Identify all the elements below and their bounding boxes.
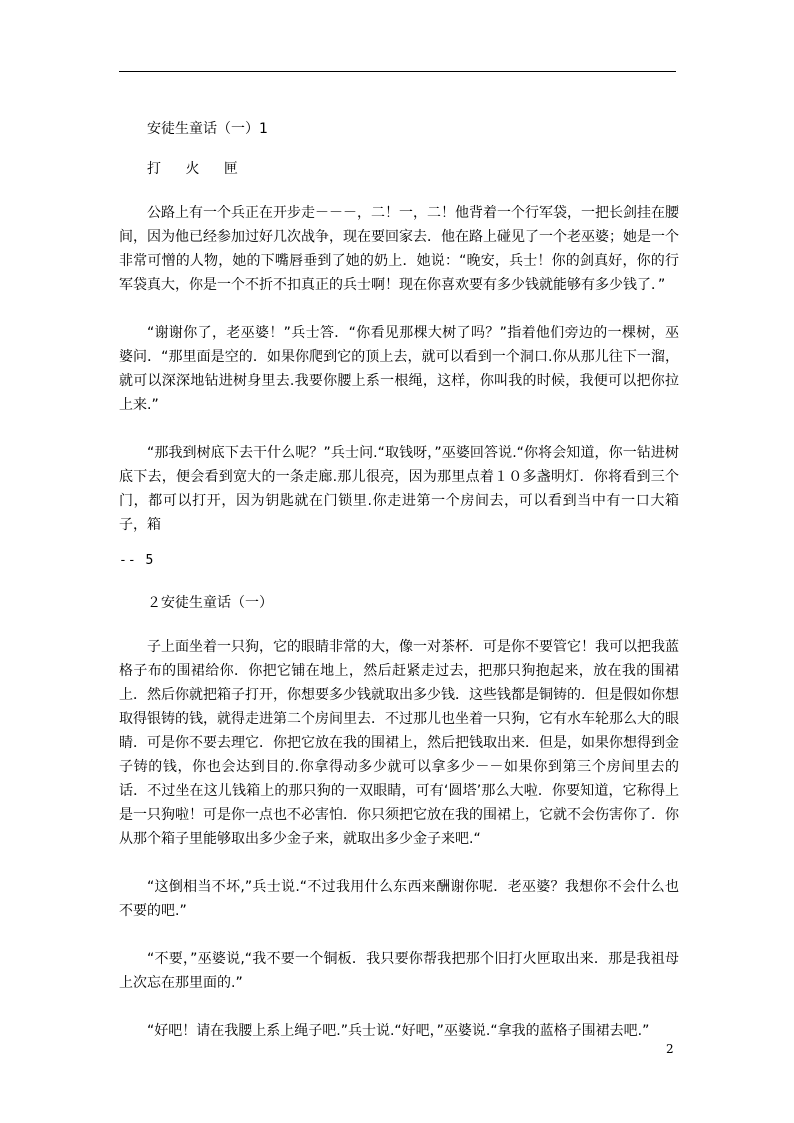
- paragraph: “谢谢你了，老巫婆！”兵士答．“你看见那棵大树了吗？”指着他们旁边的一棵树，巫婆问．“那里面是空的．如果你爬到它的顶上去，就可以看到一个洞口.你从那儿往下一溜，就可以深深地钻进树身里去.我要你腰上系一根绳，这样，你叫我的时候，我便可以把你拉上来.”: [119, 325, 679, 413]
- header-title-2-text: ２安徒生童话（一）: [147, 595, 273, 611]
- story-title: [119, 157, 679, 181]
- story-title-text: 打 火 匣: [147, 161, 248, 177]
- paragraph: “这倒相当不坏,”兵士说.“不过我用什么东西来酬谢你呢．老巫婆？我想你不会什么也不要的吧.”: [119, 879, 679, 919]
- paragraph: 公路上有一个兵正在开步走－－－，二！一，二！他背着一个行军袋，一把长剑挂在腰间，因为他已经参加过好几次战争，现在要回家去．他在路上碰见了一个老巫婆；她是一个非常可憎的人物，她的下嘴唇垂到了她的奶上．她说：“晚安，兵士！你的剑真好，你的行军袋真大，你是一个不折不扣真正的兵士啊！现在你喜欢要有多少钱就能够有多少钱了．”: [119, 205, 679, 293]
- header-title-2: [119, 591, 679, 615]
- paragraph: “不要，”巫婆说,“我不要一个铜板．我只要你帮我把那个旧打火匣取出来．那是我祖母上次忘在那里面的.”: [119, 951, 679, 991]
- page1-body: [119, 201, 679, 537]
- page2-body: [119, 635, 679, 1043]
- paragraph: 子上面坐着一只狗，它的眼睛非常的大，像一对茶杯．可是你不要管它！我可以把我蓝格子布的围裙给你．你把它铺在地上，然后赶紧走过去，把那只狗抱起来，放在我的围裙上．然后你就把箱子打开，你想要多少钱就取出多少钱．这些钱都是铜铸的．但是假如你想取得银铸的钱，就得走进第二个房间里去．不过那儿也坐着一只狗，它有水车轮那么大的眼睛．可是你不要去理它．你把它放在我的围裙上，然后把钱取出来．但是，如果你想得到金子铸的钱，你也会达到目的.你拿得动多少就可以拿多少－－如果你到第三个房间里去的话．不过坐在这儿钱箱上的那只狗的一双眼睛，可有‘圆塔’那么大啦．你要知道，它称得上是一只狗啦！可是你一点也不必害怕．你只须把它放在我的围裙上，它就不会伤害你了．你从那个箱子里能够取出多少金子来，就取出多少金子来吧.“: [119, 639, 679, 847]
- page-separator: -- 5: [119, 553, 155, 568]
- header-title-text: 安徒生童话（一）1: [147, 121, 268, 137]
- page-number: 2: [666, 1042, 674, 1056]
- paragraph: “好吧！请在我腰上系上绳子吧.”兵士说.“好吧，”巫婆说.“拿我的蓝格子围裙去吧.”: [147, 1023, 650, 1039]
- header-rule: [119, 71, 676, 72]
- header-title: [119, 117, 679, 141]
- paragraph: “那我到树底下去干什么呢？”兵士问.“取钱呀，”巫婆回答说.“你将会知道，你一钻进树底下去，便会看到宽大的一条走廊.那儿很亮，因为那里点着１０多盏明灯．你将看到三个门，都可以打开，因为钥匙就在门锁里.你走进第一个房间去，可以看到当中有一口大箱子，箱: [119, 445, 679, 533]
